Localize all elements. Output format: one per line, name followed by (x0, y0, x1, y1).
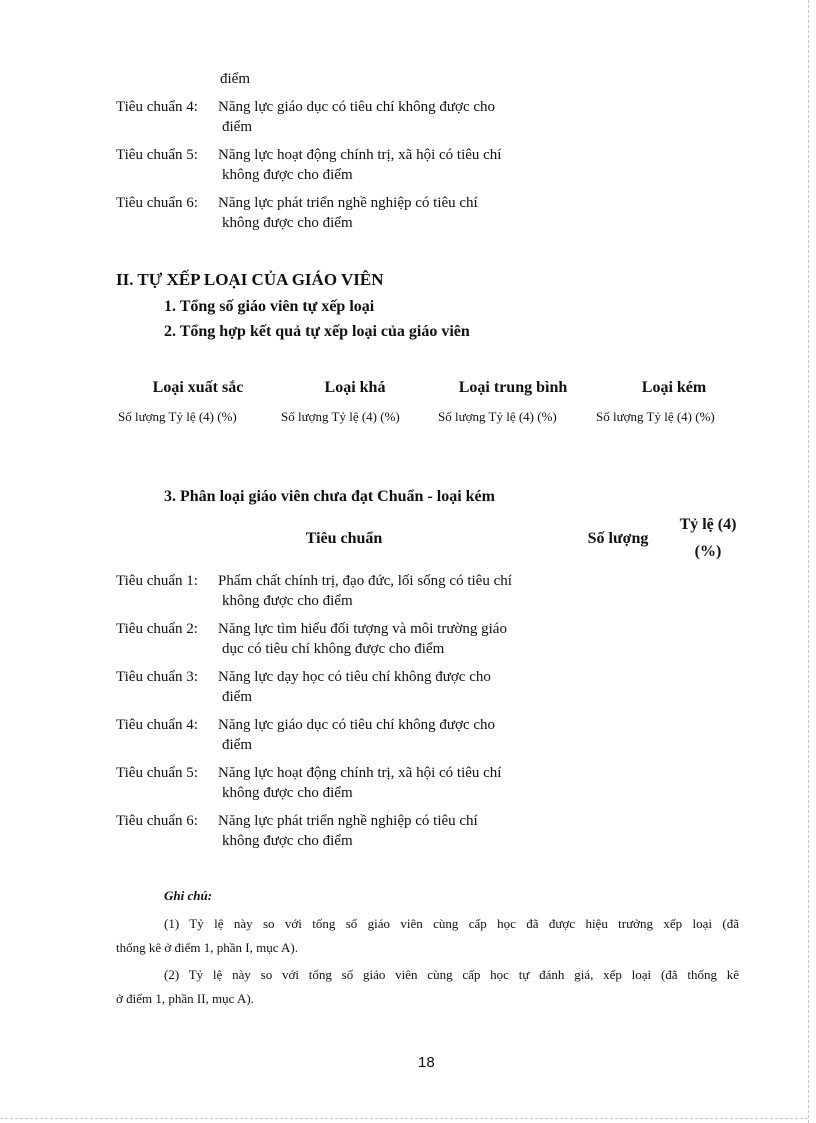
page-number: 18 (418, 1054, 435, 1071)
criteria-row (116, 763, 636, 803)
criteria-text-cont: không được cho điểm (222, 167, 353, 183)
criteria-text: Năng lực giáo dục có tiêu chí không được cho (218, 717, 496, 733)
rating-column-header: Loại trung bình (458, 379, 568, 396)
criteria-row (116, 571, 636, 611)
rating-column-header: Loại xuất sắc (152, 379, 244, 396)
criteria-text-cont: điểm (222, 119, 252, 135)
criteria-text: Năng lực phát triển nghề nghiệp có tiêu chí (218, 195, 478, 211)
rating-column-header: Loại khá (324, 379, 386, 396)
criteria-text-cont: không được cho điểm (222, 593, 353, 609)
criteria-text: Năng lực dạy học có tiêu chí không được cho (218, 669, 491, 685)
page-edge-bottom (0, 1118, 808, 1119)
rating-subheader: Số lượng Tỷ lệ (4) (%) (596, 409, 715, 424)
criteria-item (116, 145, 636, 185)
column-header-criteria: Tiêu chuẩn (305, 530, 383, 547)
criteria-text: Năng lực giáo dục có tiêu chí không được cho (218, 99, 496, 115)
criteria-row (116, 811, 636, 851)
criteria-label: Tiêu chuẩn 2: (116, 621, 198, 637)
rating-subheader: Số lượng Tỷ lệ (4) (%) (438, 409, 557, 424)
rating-subheader: Số lượng Tỷ lệ (4) (%) (118, 409, 237, 424)
criteria-label: Tiêu chuẩn 3: (116, 669, 198, 685)
note-1-line-2: thống kê ở điểm 1, phần I, mục A). (116, 940, 298, 955)
criteria-text-cont: điểm (222, 737, 252, 753)
criteria-row (116, 667, 636, 707)
criteria-label: Tiêu chuẩn 5: (116, 147, 198, 163)
note-2-line-1: (2) Tỷ lệ này so với tổng số giáo viên cùng cấp học tự đánh giá, xếp loại (đã thống kê (164, 967, 739, 982)
note-1-line-1: (1) Tỷ lệ này so với tổng số giáo viên cùng cấp học đã được hiệu trưởng xếp loại (đã (164, 916, 739, 931)
criteria-label: Tiêu chuẩn 4: (116, 717, 198, 733)
criteria-label: Tiêu chuẩn 1: (116, 573, 198, 589)
criteria-text: Năng lực tìm hiểu đối tượng và môi trường giáo (218, 621, 507, 637)
criteria-label: Tiêu chuẩn 6: (116, 813, 198, 829)
column-header-ratio: Tỷ lệ (4) (679, 516, 737, 533)
criteria-item (116, 97, 636, 137)
section-3-title: 3. Phân loại giáo viên chưa đạt Chuẩn - loại kém (164, 488, 495, 505)
rating-column-header: Loại kém (641, 379, 707, 396)
criteria-text-cont: không được cho điểm (222, 215, 353, 231)
column-header-ratio-unit: (%) (694, 543, 722, 560)
criteria-text-cont: điểm (222, 689, 252, 705)
criteria-row (116, 619, 636, 659)
criteria-text: Phẩm chất chính trị, đạo đức, lối sống có tiêu chí (218, 573, 512, 589)
criteria-label: Tiêu chuẩn 5: (116, 765, 198, 781)
criteria-text-cont: không được cho điểm (222, 833, 353, 849)
page-edge-right (808, 0, 809, 1123)
note-2-line-2: ở điểm 1, phần II, mục A). (116, 991, 254, 1006)
criteria-label: Tiêu chuẩn 6: (116, 195, 198, 211)
section-2-item-2: 2. Tổng hợp kết quả tự xếp loại của giáo viên (164, 323, 470, 340)
section-2-title: II. TỰ XẾP LOẠI CỦA GIÁO VIÊN (116, 270, 384, 289)
criteria-item (116, 193, 636, 233)
criteria-text-cont: không được cho điểm (222, 785, 353, 801)
criteria-text: Năng lực hoạt động chính trị, xã hội có tiêu chí (218, 765, 502, 781)
top-fragment: điểm (220, 71, 250, 87)
criteria-text-cont: dục có tiêu chí không được cho điểm (222, 641, 445, 657)
criteria-text: Năng lực phát triển nghề nghiệp có tiêu chí (218, 813, 478, 829)
criteria-row (116, 715, 636, 755)
notes-title: Ghi chú: (164, 888, 213, 903)
section-2-item-1: 1. Tổng số giáo viên tự xếp loại (164, 298, 375, 315)
column-header-count: Số lượng (587, 530, 649, 547)
criteria-label: Tiêu chuẩn 4: (116, 99, 198, 115)
rating-subheader: Số lượng Tỷ lệ (4) (%) (281, 409, 400, 424)
criteria-text: Năng lực hoạt động chính trị, xã hội có tiêu chí (218, 147, 502, 163)
